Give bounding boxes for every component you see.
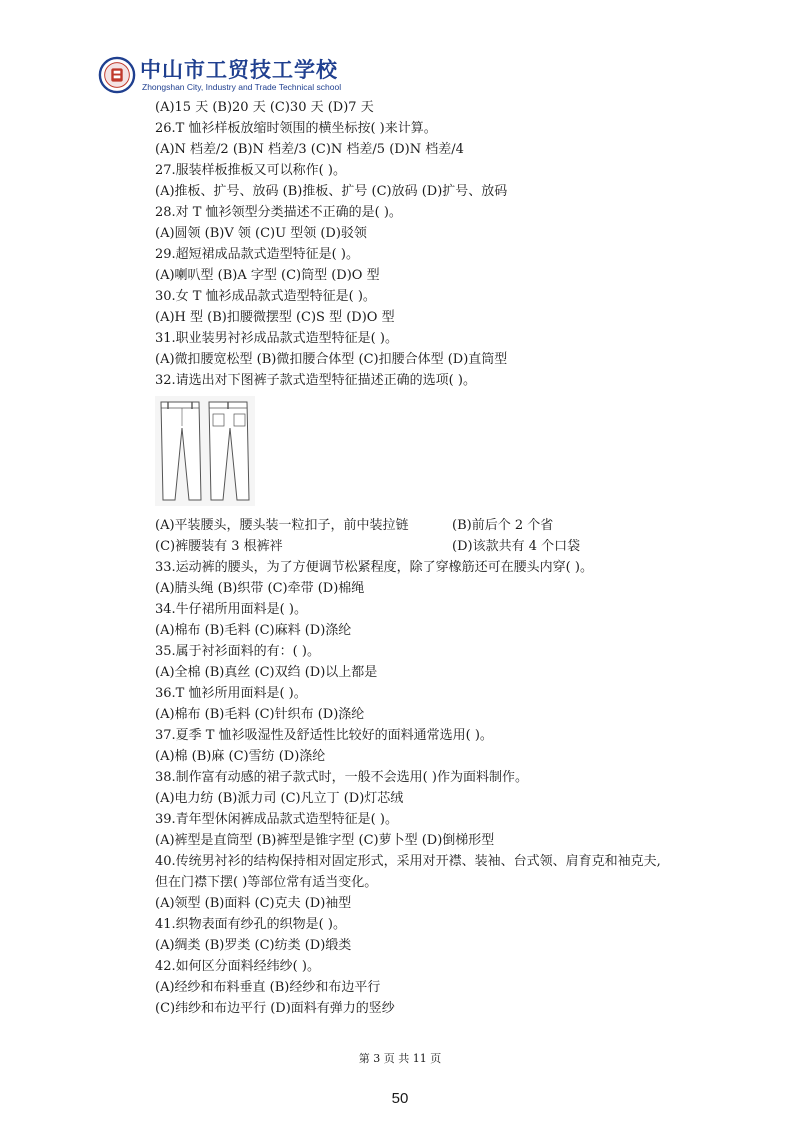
text-line: (A)N 档差/2 (B)N 档差/3 (C)N 档差/5 (D)N 档差/4 <box>155 142 464 157</box>
question-35: 35.属于衬衫面料的有：( )。 <box>155 644 320 659</box>
page-number: 50 <box>391 1090 409 1107</box>
school-logo-icon <box>98 56 136 94</box>
text-line: (A)全棉 (B)真丝 (C)双绉 (D)以上都是 <box>155 665 378 680</box>
q32-option-a: (A)平装腰头，腰头装一粒扣子，前中装拉链 <box>155 518 409 533</box>
question-38: 38.制作富有动感的裙子款式时，一般不会选用( )作为面料制作。 <box>155 770 528 785</box>
school-name-en: Zhongshan City, Industry and Trade Technical school <box>142 82 342 92</box>
text-line: (A)圆领 (B)V 领 (C)U 型领 (D)驳领 <box>155 226 367 241</box>
question-42: 42.如何区分面料经纬纱( )。 <box>155 959 320 974</box>
text-line: (A)电力纺 (B)派力司 (C)凡立丁 (D)灯芯绒 <box>155 791 404 806</box>
text-line: (A)腈头绳 (B)织带 (C)牵带 (D)棉绳 <box>155 581 365 596</box>
question-36: 36.T 恤衫所用面料是( )。 <box>155 686 307 701</box>
question-34: 34.牛仔裙所用面料是( )。 <box>155 602 307 617</box>
question-40: 40.传统男衬衫的结构保持相对固定形式，采用对开襟、装袖、台式领、肩育克和袖克夫, <box>155 854 661 869</box>
question-26: 26.T 恤衫样板放缩时领围的横坐标按( )来计算。 <box>155 121 437 136</box>
text-line: (A)领型 (B)面料 (C)克夫 (D)袖型 <box>155 896 352 911</box>
page-indicator: 第 3 页 共 11 页 <box>358 1052 442 1065</box>
question-32: 32.请选出对下图裤子款式造型特征描述正确的选项( )。 <box>155 373 476 388</box>
text-line: (C)纬纱和布边平行 (D)面料有弹力的竖纱 <box>155 1001 395 1016</box>
question-28: 28.对 T 恤衫领型分类描述不正确的是( )。 <box>155 205 402 220</box>
question-31: 31.职业装男衬衫成品款式造型特征是( )。 <box>155 331 398 346</box>
question-29: 29.超短裙成品款式造型特征是( )。 <box>155 247 359 262</box>
question-33: 33.运动裤的腰头，为了方便调节松紧程度，除了穿橡筋还可在腰头内穿( )。 <box>155 560 593 575</box>
q32-option-b: (B)前后个 2 个省 <box>452 518 554 533</box>
question-39: 39.青年型休闲裤成品款式造型特征是( )。 <box>155 812 398 827</box>
text-line: (A)经纱和布料垂直 (B)经纱和布边平行 <box>155 980 381 995</box>
school-header <box>98 56 398 102</box>
text-line: (A)微扣腰宽松型 (B)微扣腰合体型 (C)扣腰合体型 (D)直筒型 <box>155 352 508 367</box>
text-line: (A)棉布 (B)毛料 (C)麻料 (D)涤纶 <box>155 623 352 638</box>
text-line: (A)棉 (B)麻 (C)雪纺 (D)涤纶 <box>155 749 326 764</box>
pants-illustration <box>155 396 255 506</box>
text-line: (A)裤型是直筒型 (B)裤型是锥字型 (C)萝卜型 (D)倒梯形型 <box>155 833 495 848</box>
text-line: 但在门襟下摆( )等部位常有适当变化。 <box>155 875 378 890</box>
text-line: (A)H 型 (B)扣腰微摆型 (C)S 型 (D)O 型 <box>155 310 395 325</box>
question-37: 37.夏季 T 恤衫吸湿性及舒适性比较好的面料通常选用( )。 <box>155 728 493 743</box>
text-line: (A)15 天 (B)20 天 (C)30 天 (D)7 天 <box>155 100 374 115</box>
text-line: (A)喇叭型 (B)A 字型 (C)筒型 (D)O 型 <box>155 268 380 283</box>
school-name-cn: 中山市工贸技工学校 <box>140 58 338 82</box>
text-line: (A)绸类 (B)罗类 (C)纺类 (D)缎类 <box>155 938 352 953</box>
text-line: (A)推板、扩号、放码 (B)推板、扩号 (C)放码 (D)扩号、放码 <box>155 184 508 199</box>
question-30: 30.女 T 恤衫成品款式造型特征是( )。 <box>155 289 376 304</box>
question-27: 27.服装样板推板又可以称作( )。 <box>155 163 346 178</box>
q32-option-c: (C)裤腰装有 3 根裤袢 <box>155 539 283 554</box>
question-41: 41.织物表面有纱孔的织物是( )。 <box>155 917 346 932</box>
q32-option-d: (D)该款共有 4 个口袋 <box>452 539 581 554</box>
text-line: (A)棉布 (B)毛料 (C)针织布 (D)涤纶 <box>155 707 365 722</box>
